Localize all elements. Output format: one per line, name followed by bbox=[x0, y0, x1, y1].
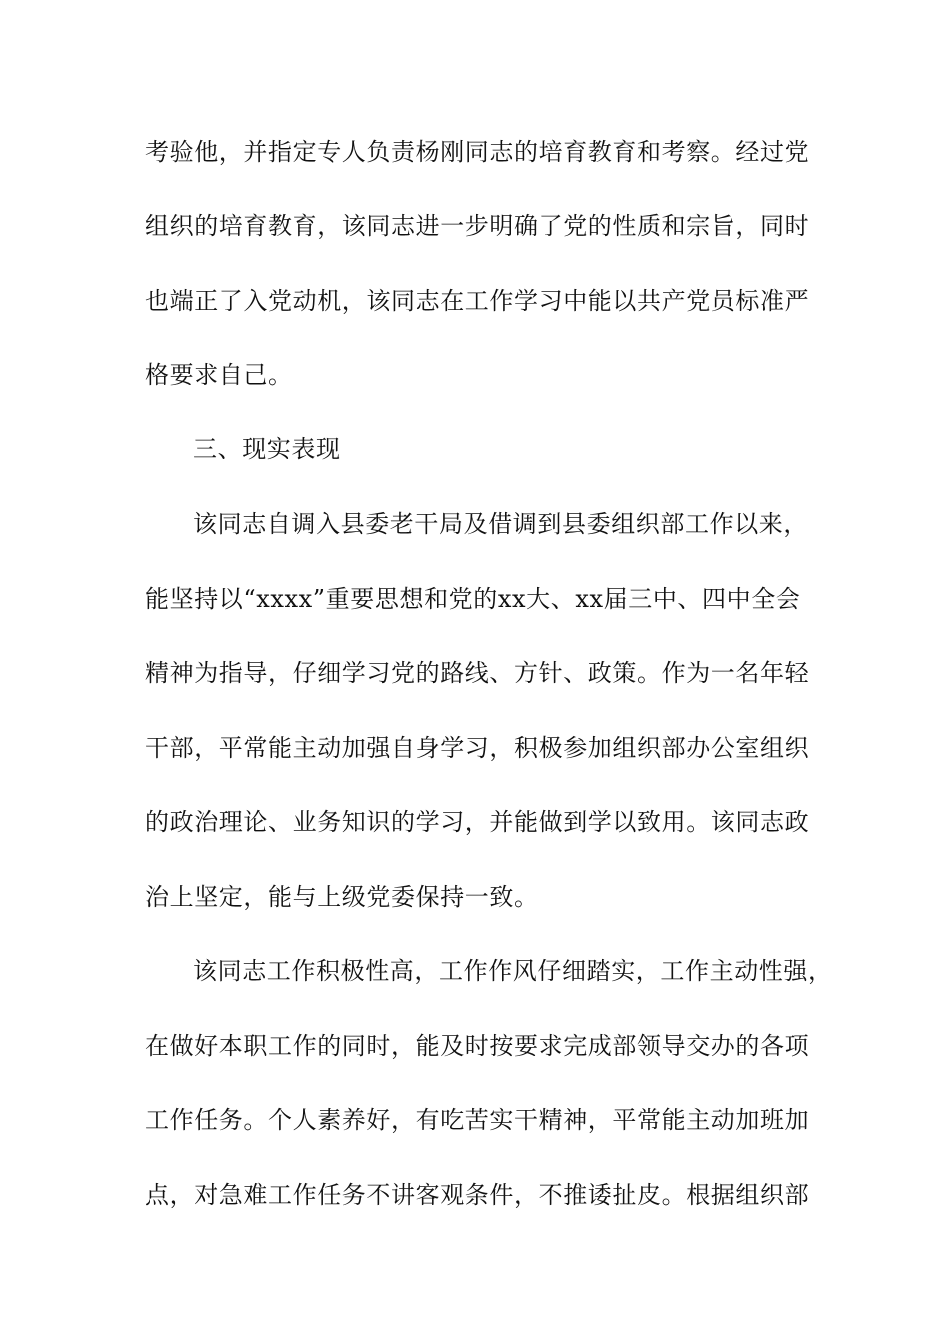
text-line: 组织的培育教育，该同志进一步明确了党的性质和宗旨，同时 bbox=[145, 212, 810, 240]
section-heading: 三、现实表现 bbox=[193, 435, 341, 463]
paragraph-first-line: 该同志工作积极性高，工作作风仔细踏实，工作主动性强， bbox=[193, 957, 833, 985]
text-line: 在做好本职工作的同时，能及时按要求完成部领导交办的各项 bbox=[145, 1032, 810, 1060]
paragraph-first-line: 该同志自调入县委老干局及借调到县委组织部工作以来， bbox=[193, 510, 808, 538]
text-line: 点，对急难工作任务不讲客观条件，不推诿扯皮。根据组织部 bbox=[145, 1181, 810, 1209]
text-line: 考验他，并指定专人负责杨刚同志的培育教育和考察。经过党 bbox=[145, 138, 810, 166]
text-line: 也端正了入党动机，该同志在工作学习中能以共产党员标准严 bbox=[145, 287, 810, 315]
text-line: 干部，平常能主动加强自身学习，积极参加组织部办公室组织 bbox=[145, 734, 810, 762]
text-line: 精神为指导，仔细学习党的路线、方针、政策。作为一名年轻 bbox=[145, 659, 810, 687]
text-line: 的政治理论、业务知识的学习，并能做到学以致用。该同志政 bbox=[145, 808, 810, 836]
text-line: 能坚持以“xxxx”重要思想和党的xx大、xx届三中、四中全会 bbox=[145, 585, 801, 613]
text-line: 治上坚定，能与上级党委保持一致。 bbox=[145, 883, 539, 911]
text-line: 格要求自己。 bbox=[145, 361, 293, 389]
text-line: 工作任务。个人素养好，有吃苦实干精神，平常能主动加班加 bbox=[145, 1106, 810, 1134]
